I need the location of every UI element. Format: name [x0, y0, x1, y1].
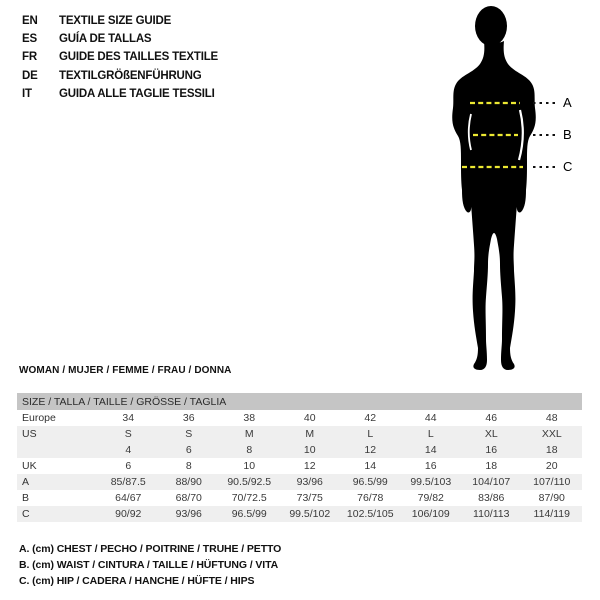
size-cell: 99.5/103	[410, 476, 452, 488]
size-cell: 99.5/102	[289, 508, 331, 520]
size-cell: M	[305, 428, 315, 440]
size-cell: 83/86	[478, 492, 505, 504]
size-cell: 16	[424, 460, 437, 472]
row-label: UK	[22, 460, 37, 472]
size-cell: 96.5/99	[352, 476, 388, 488]
size-cell: 36	[182, 412, 195, 424]
size-cell: S	[124, 428, 132, 440]
size-cell: 8	[185, 460, 192, 472]
size-cell: 18	[485, 460, 498, 472]
row-label: B	[22, 492, 30, 504]
table-header-label: SIZE / TALLA / TAILLE / GRÖSSE / TAGLIA	[17, 393, 582, 410]
size-cell: 6	[185, 444, 192, 456]
legend-line: A. (cm) CHEST / PECHO / POITRINE / TRUHE / PETTO	[19, 543, 282, 555]
language-row	[22, 12, 218, 30]
size-cell: 12	[303, 460, 316, 472]
size-cell: 64/67	[115, 492, 142, 504]
size-cell: 10	[303, 444, 316, 456]
size-cell: 20	[545, 460, 558, 472]
size-cell: 85/87.5	[110, 476, 146, 488]
section-title-woman: WOMAN / MUJER / FEMME / FRAU / DONNA	[19, 365, 232, 376]
size-cell: 90.5/92.5	[227, 476, 272, 488]
measure-label-hip: C	[563, 159, 573, 174]
row-label: C	[22, 508, 30, 520]
table-row	[17, 506, 582, 522]
table-row	[17, 474, 582, 490]
size-cell: 106/109	[411, 508, 450, 520]
size-cell: 88/90	[175, 476, 202, 488]
size-cell: 34	[122, 412, 135, 424]
size-cell: 46	[485, 412, 498, 424]
measure-label-waist: B	[563, 127, 572, 142]
size-cell: 48	[545, 412, 558, 424]
row-label: US	[22, 428, 37, 440]
size-cell: 87/90	[538, 492, 565, 504]
size-cell: 68/70	[175, 492, 202, 504]
language-code: EN	[22, 15, 38, 28]
size-cell: M	[244, 428, 254, 440]
row-label	[17, 442, 98, 458]
size-cell: 12	[364, 444, 377, 456]
size-cell: 14	[364, 460, 377, 472]
row-label: A	[22, 476, 30, 488]
silhouette-head	[475, 6, 507, 46]
table-row	[17, 490, 582, 506]
table-row	[17, 458, 582, 474]
size-cell: 16	[485, 444, 498, 456]
table-header-row	[17, 393, 582, 410]
language-code: IT	[22, 87, 32, 100]
size-cell: 76/78	[357, 492, 384, 504]
size-cell: 8	[246, 444, 253, 456]
size-cell: 104/107	[472, 476, 511, 488]
size-cell: 40	[303, 412, 316, 424]
size-cell: 42	[364, 412, 377, 424]
measurement-legend	[19, 541, 281, 590]
size-cell: XXL	[541, 428, 562, 440]
language-row	[22, 85, 218, 103]
size-cell: 90/92	[115, 508, 142, 520]
size-cell: 4	[125, 444, 132, 456]
table-row	[17, 426, 582, 442]
size-cell: S	[185, 428, 193, 440]
language-row	[22, 48, 218, 66]
size-cell: 107/110	[533, 476, 571, 488]
size-cell: 73/75	[296, 492, 323, 504]
size-cell: 114/119	[533, 508, 570, 520]
size-cell: 79/82	[417, 492, 444, 504]
size-cell: 93/96	[175, 508, 202, 520]
language-code: ES	[22, 33, 37, 46]
woman-silhouette-figure	[440, 0, 590, 372]
size-cell: L	[427, 428, 434, 440]
size-cell: 18	[545, 444, 558, 456]
language-title: GUIDE DES TAILLES TEXTILE	[59, 51, 218, 64]
size-cell: XL	[484, 428, 498, 440]
size-cell: 96.5/99	[231, 508, 267, 520]
silhouette-body	[452, 41, 536, 370]
size-cell: 102.5/105	[346, 508, 394, 520]
legend-line: B. (cm) WAIST / CINTURA / TAILLE / HÜFTUNG / VITA	[19, 559, 279, 572]
measure-label-chest: A	[563, 95, 572, 110]
size-cell: 93/96	[296, 476, 323, 488]
language-list	[22, 12, 218, 103]
size-table-body	[17, 393, 582, 522]
language-code: FR	[22, 51, 37, 64]
language-title: TEXTILE SIZE GUIDE	[59, 15, 172, 28]
size-table	[17, 393, 582, 522]
size-cell: 38	[243, 412, 256, 424]
language-title: TEXTILGRÖßENFÜHRUNG	[59, 69, 202, 82]
size-cell: L	[367, 428, 374, 440]
row-label: Europe	[22, 412, 56, 424]
size-cell: 70/72.5	[231, 492, 267, 504]
legend-line: C. (cm) HIP / CADERA / HANCHE / HÜFTE / HIPS	[19, 575, 255, 588]
size-cell: 14	[424, 444, 437, 456]
size-cell: 10	[243, 460, 256, 472]
language-code: DE	[22, 69, 38, 82]
language-title: GUÍA DE TALLAS	[59, 33, 152, 46]
language-row	[22, 30, 218, 48]
size-cell: 110/113	[473, 508, 510, 520]
table-row	[17, 410, 582, 426]
body-measurement-figure	[440, 0, 590, 372]
table-row	[17, 442, 582, 458]
language-row	[22, 67, 218, 85]
size-cell: 6	[125, 460, 132, 472]
language-title: GUIDA ALLE TAGLIE TESSILI	[59, 87, 215, 100]
size-cell: 44	[424, 412, 437, 424]
